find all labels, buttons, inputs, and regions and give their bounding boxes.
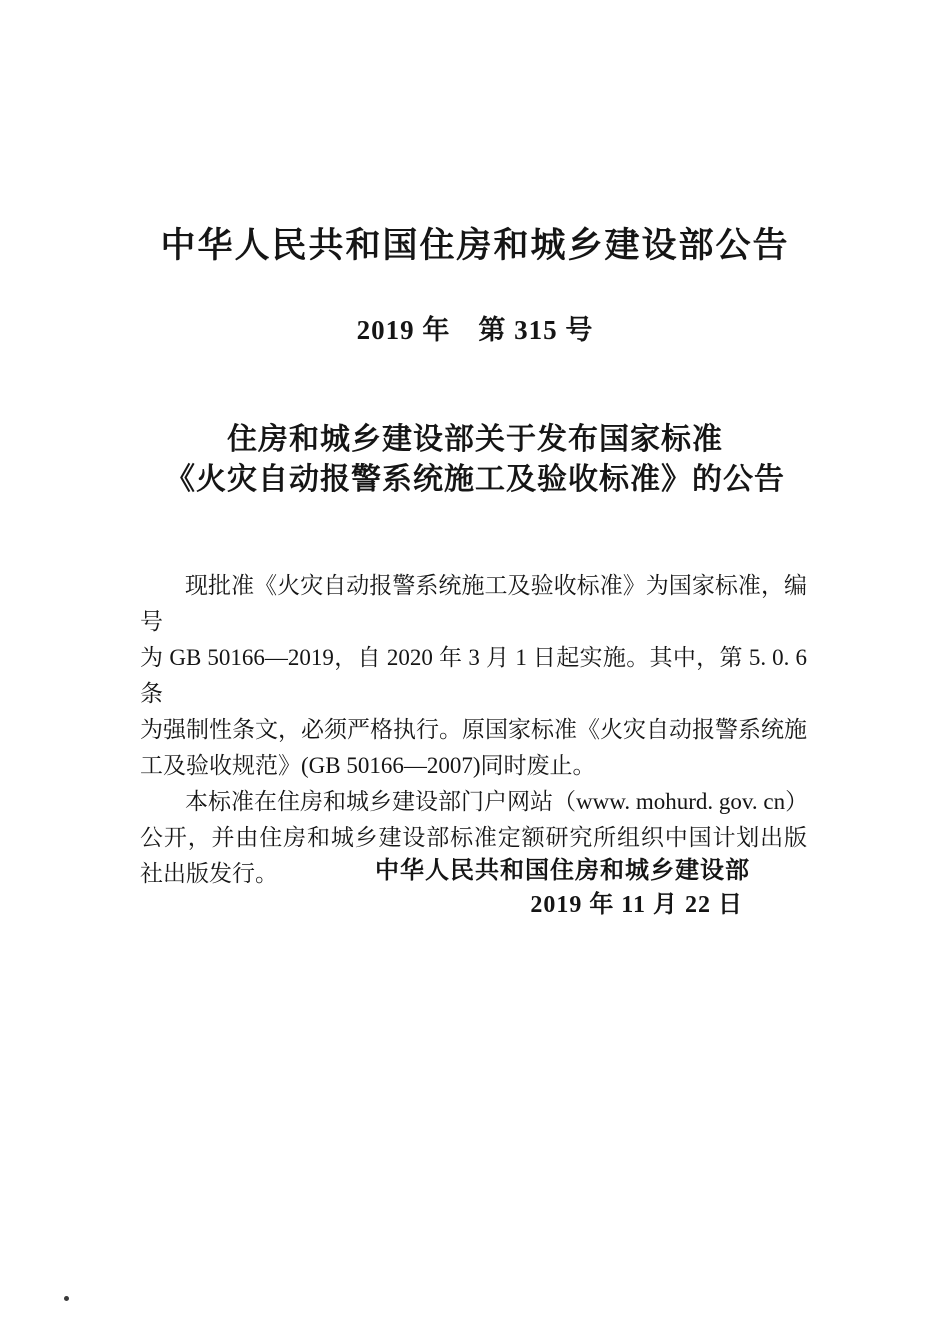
paragraph-1-line-4: 工及验收规范》(GB 50166—2007)同时废止。	[140, 753, 596, 778]
paragraph-1-line-2: 为 GB 50166—2019，自 2020 年 3 月 1 日起实施。其中，第 5. 0. 6 条	[140, 645, 807, 706]
issue-date: 2019 年 11 月 22 日	[530, 892, 743, 918]
subtitle-line-2: 《火灾自动报警系统施工及验收标准》的公告	[165, 463, 785, 496]
paragraph-2-line-1: 本标准在住房和城乡建设部门户网站（www. mohurd. gov. cn）	[185, 789, 809, 814]
issuer-name: 中华人民共和国住房和城乡建设部	[375, 857, 750, 884]
issue-number: 2019 年 第 315 号	[356, 315, 594, 345]
page-mark-dot	[64, 1296, 69, 1301]
paragraph-2-line-3: 社出版发行。	[140, 861, 278, 886]
document-subtitle	[0, 420, 950, 500]
paragraph-1-line-1: 现批准《火灾自动报警系统施工及验收标准》为国家标准，编号	[140, 573, 807, 634]
paragraph-1-line-3: 为强制性条文，必须严格执行。原国家标准《火灾自动报警系统施	[140, 717, 807, 742]
signature-block	[375, 853, 750, 923]
document-body	[140, 568, 807, 892]
paragraph-2-line-2: 公开，并由住房和城乡建设部标准定额研究所组织中国计划出版	[140, 825, 807, 850]
subtitle-line-1: 住房和城乡建设部关于发布国家标准	[227, 423, 723, 456]
document-title: 中华人民共和国住房和城乡建设部公告	[160, 226, 790, 265]
